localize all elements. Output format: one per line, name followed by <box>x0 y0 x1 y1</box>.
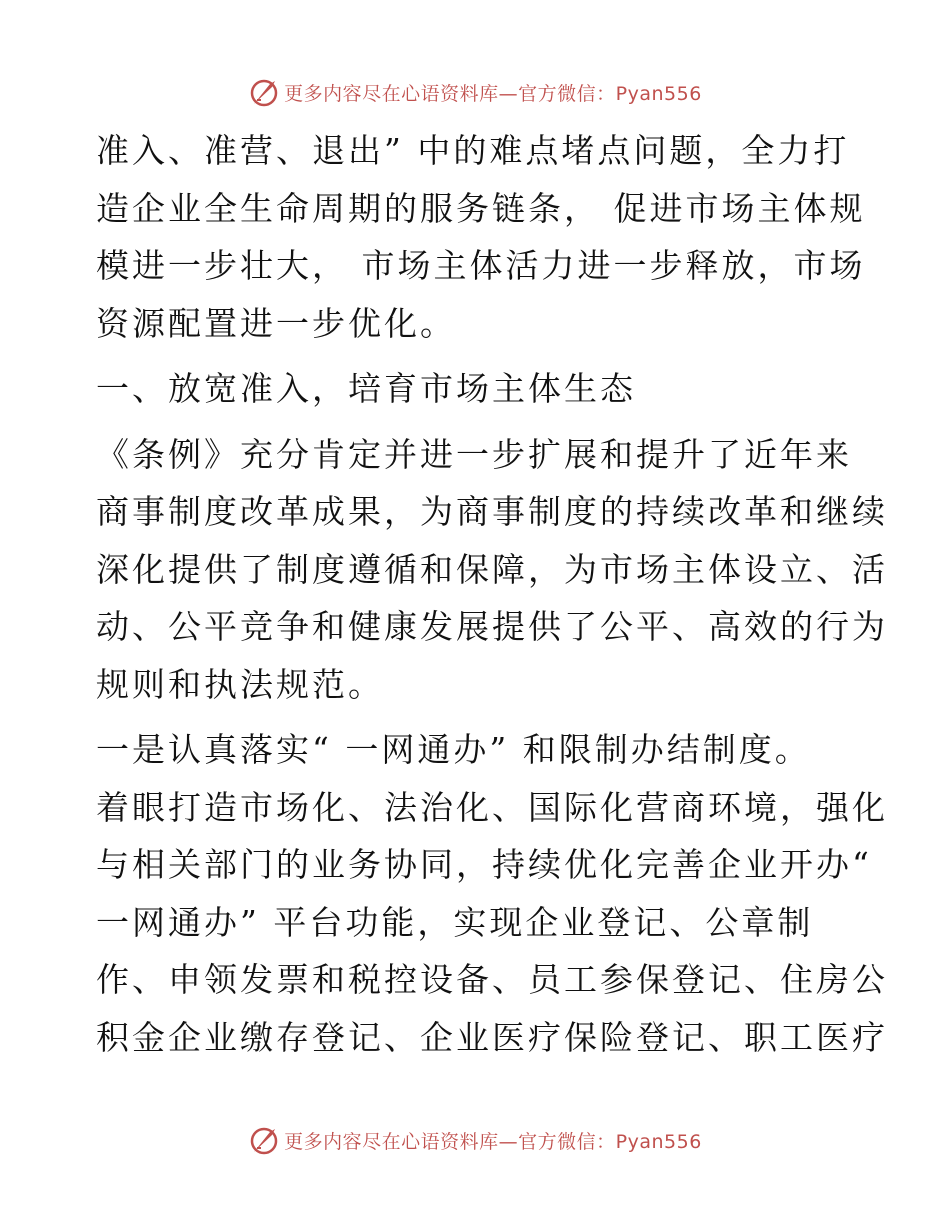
quill-pen-logo-icon <box>248 76 280 108</box>
section-heading: 一、放宽准入，培育市场主体生态 <box>96 369 636 408</box>
text-line: 准入、准营、退出” 中的难点堵点问题，全力打 <box>96 131 850 170</box>
text-line: 资源配置进一步优化。 <box>96 303 456 343</box>
text-line: 一网通办” 平台功能，实现企业登记、公章制 <box>96 902 814 942</box>
text-line: 着眼打造市场化、法治化、国际化营商环境，强化 <box>96 787 888 827</box>
document-body <box>96 122 888 1066</box>
text-line: 模进一步壮大， 市场主体活力进一步释放，市场 <box>96 246 866 285</box>
text-line: 造企业全生命周期的服务链条， 促进市场主体规 <box>96 188 866 228</box>
paragraph-1 <box>96 122 866 352</box>
text-line: 《条例》充分肯定并进一步扩展和提升了近年来 <box>96 434 852 474</box>
footer-watermark-text: 更多内容尽在心语资料库—官方微信：Pyan556 <box>284 1130 702 1153</box>
text-line: 一是认真落实“ 一网通办” 和限制办结制度。 <box>96 730 811 769</box>
quill-pen-logo-icon <box>248 1124 280 1156</box>
header-watermark <box>0 72 950 112</box>
footer-watermark <box>0 1120 950 1160</box>
text-line: 与相关部门的业务协同，持续优化完善企业开办“ <box>96 845 872 884</box>
text-line: 作、申领发票和税控设备、员工参保登记、住房公 <box>96 960 888 999</box>
paragraph-2 <box>96 426 888 714</box>
text-line: 积金企业缴存登记、企业医疗保险登记、职工医疗 <box>96 1017 888 1057</box>
text-line: 动、公平竞争和健康发展提供了公平、高效的行为 <box>96 607 888 646</box>
paragraph-3 <box>96 721 888 1066</box>
text-line: 商事制度改革成果，为商事制度的持续改革和继续 <box>96 492 888 531</box>
text-line: 规则和执法规范。 <box>96 664 384 704</box>
text-line: 深化提供了制度遵循和保障，为市场主体设立、活 <box>96 549 888 589</box>
header-watermark-text: 更多内容尽在心语资料库—官方微信：Pyan556 <box>284 82 702 105</box>
